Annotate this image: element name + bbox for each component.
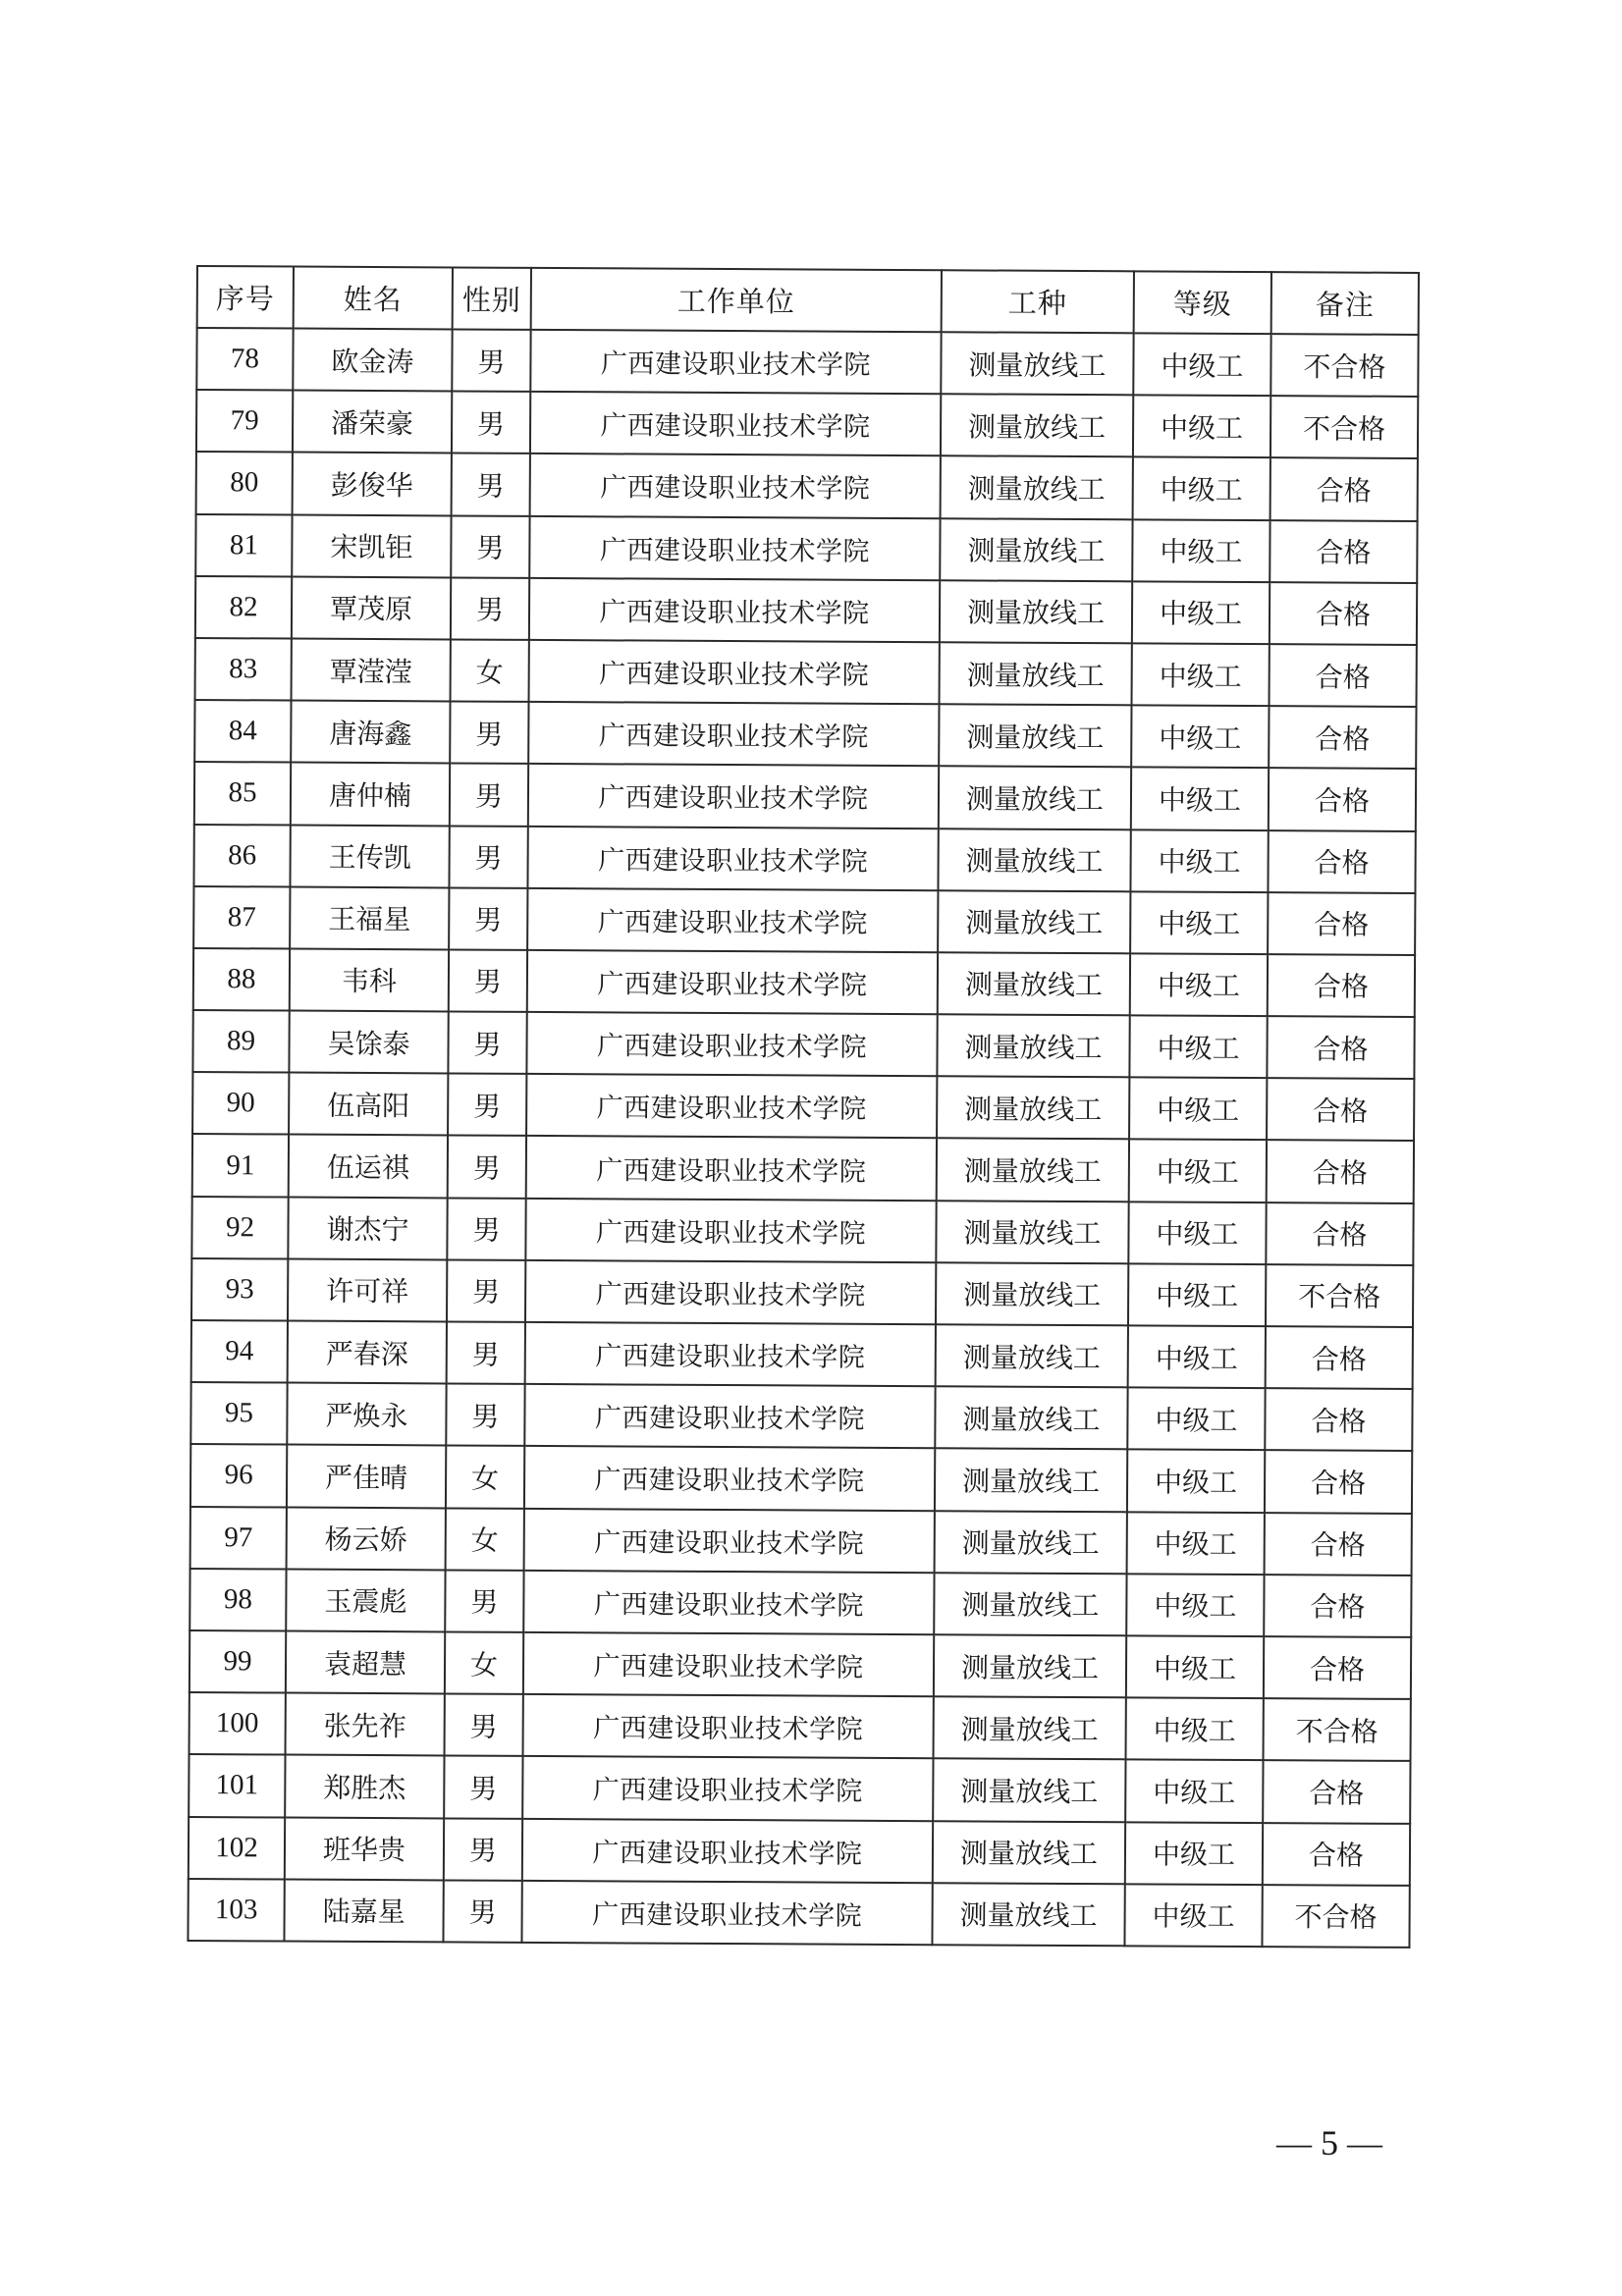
header-trade: 工种 [942, 270, 1134, 333]
cell-unit: 广西建设职业技术学院 [527, 826, 938, 890]
cell-name: 覃滢滢 [292, 638, 451, 701]
cell-remark: 合格 [1267, 1016, 1414, 1079]
cell-unit: 广西建设职业技术学院 [522, 1756, 933, 1821]
cell-gender: 男 [449, 949, 527, 1012]
cell-seq: 78 [196, 328, 293, 391]
cell-seq: 98 [189, 1569, 286, 1631]
cell-level: 中级工 [1132, 581, 1270, 644]
cell-name: 宋凯钜 [292, 514, 451, 577]
cell-level: 中级工 [1127, 1450, 1265, 1513]
cell-name: 严佳晴 [287, 1445, 446, 1508]
cell-level: 中级工 [1133, 396, 1271, 458]
cell-trade: 测量放线工 [936, 1201, 1128, 1263]
table-row [189, 1569, 1411, 1637]
cell-level: 中级工 [1126, 1574, 1264, 1636]
cell-level: 中级工 [1128, 1325, 1266, 1388]
cell-name: 班华贵 [285, 1817, 444, 1880]
table-row [194, 700, 1416, 769]
cell-seq: 101 [189, 1754, 285, 1817]
cell-level: 中级工 [1130, 953, 1268, 1016]
cell-level: 中级工 [1127, 1388, 1265, 1451]
cell-remark: 合格 [1268, 830, 1415, 893]
cell-remark: 合格 [1267, 1141, 1414, 1203]
header-gender: 性别 [453, 267, 531, 329]
cell-remark: 合格 [1265, 1513, 1412, 1575]
cell-gender: 男 [444, 1818, 522, 1881]
cell-gender: 女 [451, 639, 529, 702]
cell-level: 中级工 [1127, 1512, 1265, 1575]
cell-level: 中级工 [1130, 891, 1268, 954]
cell-trade: 测量放线工 [938, 890, 1130, 953]
cell-remark: 合格 [1270, 644, 1417, 707]
table-row [188, 1879, 1409, 1948]
header-level: 等级 [1134, 271, 1271, 334]
cell-trade: 测量放线工 [934, 1696, 1126, 1759]
cell-seq: 79 [196, 390, 293, 453]
cell-level: 中级工 [1133, 333, 1271, 396]
cell-remark: 合格 [1265, 1450, 1412, 1513]
cell-level: 中级工 [1131, 768, 1269, 830]
table-row [193, 948, 1415, 1017]
header-remark: 备注 [1271, 272, 1419, 335]
cell-seq: 100 [189, 1692, 286, 1755]
cell-trade: 测量放线工 [940, 642, 1132, 705]
cell-trade: 测量放线工 [935, 1449, 1127, 1512]
cell-unit: 广西建设职业技术学院 [524, 1384, 935, 1449]
cell-seq: 92 [191, 1197, 288, 1259]
cell-remark: 合格 [1271, 457, 1418, 520]
cell-remark: 合格 [1268, 954, 1415, 1017]
cell-trade: 测量放线工 [941, 332, 1133, 395]
cell-remark: 合格 [1267, 1078, 1414, 1141]
cell-level: 中级工 [1129, 1140, 1267, 1202]
cell-remark: 合格 [1269, 706, 1416, 769]
table-row [190, 1507, 1412, 1575]
cell-name: 伍运祺 [289, 1135, 448, 1198]
cell-level: 中级工 [1132, 643, 1270, 706]
cell-remark: 合格 [1265, 1388, 1412, 1451]
header-unit: 工作单位 [531, 268, 942, 332]
cell-unit: 广西建设职业技术学院 [523, 1571, 934, 1635]
cell-unit: 广西建设职业技术学院 [529, 578, 940, 643]
table-row [195, 576, 1417, 645]
cell-seq: 91 [192, 1134, 289, 1197]
cell-seq: 84 [194, 700, 291, 763]
cell-seq: 80 [196, 452, 293, 514]
cell-name: 玉震彪 [286, 1569, 445, 1631]
cell-remark: 合格 [1263, 1760, 1410, 1823]
cell-gender: 男 [448, 1012, 526, 1075]
cell-unit: 广西建设职业技术学院 [529, 640, 940, 705]
table-row [196, 390, 1418, 458]
cell-unit: 广西建设职业技术学院 [525, 1322, 936, 1387]
cell-gender: 男 [444, 1756, 522, 1819]
table-row [190, 1382, 1412, 1451]
table-row [196, 452, 1418, 520]
cell-gender: 男 [447, 1321, 525, 1384]
cell-gender: 男 [448, 1136, 526, 1199]
cell-unit: 广西建设职业技术学院 [528, 702, 939, 767]
cell-name: 许可祥 [288, 1258, 447, 1321]
cell-remark: 不合格 [1262, 1885, 1409, 1948]
cell-unit: 广西建设职业技术学院 [529, 515, 940, 580]
cell-remark: 不合格 [1266, 1264, 1413, 1327]
table-row [193, 824, 1415, 892]
cell-unit: 广西建设职业技术学院 [525, 1199, 936, 1263]
cell-seq: 88 [193, 948, 290, 1011]
table-row [196, 328, 1418, 397]
cell-seq: 94 [191, 1320, 288, 1383]
cell-trade: 测量放线工 [941, 394, 1133, 456]
cell-seq: 97 [190, 1507, 287, 1570]
cell-seq: 96 [190, 1444, 287, 1507]
cell-seq: 85 [194, 762, 291, 825]
cell-seq: 86 [193, 824, 290, 886]
cell-gender: 女 [445, 1631, 523, 1694]
cell-remark: 合格 [1266, 1202, 1413, 1265]
page-number: — 5 — [1276, 2123, 1382, 2163]
table-row [191, 1258, 1413, 1327]
cell-name: 王传凯 [290, 825, 449, 887]
cell-trade: 测量放线工 [938, 952, 1130, 1015]
table-header-row [197, 266, 1419, 335]
table-row [192, 1010, 1414, 1079]
cell-gender: 男 [449, 826, 527, 888]
cell-trade: 测量放线工 [936, 1262, 1128, 1325]
cell-level: 中级工 [1128, 1263, 1266, 1326]
cell-gender: 女 [446, 1446, 524, 1509]
cell-name: 严春深 [288, 1321, 447, 1384]
results-table [187, 265, 1420, 1949]
cell-name: 杨云娇 [287, 1507, 446, 1570]
cell-gender: 男 [452, 392, 530, 454]
cell-trade: 测量放线工 [934, 1573, 1126, 1635]
cell-gender: 男 [448, 1074, 526, 1137]
cell-level: 中级工 [1128, 1201, 1266, 1264]
cell-gender: 男 [451, 577, 529, 640]
cell-unit: 广西建设职业技术学院 [530, 454, 941, 518]
cell-remark: 合格 [1268, 892, 1415, 955]
table-row [189, 1754, 1410, 1823]
cell-name: 欧金涛 [293, 329, 452, 392]
cell-unit: 广西建设职业技术学院 [525, 1260, 936, 1325]
cell-unit: 广西建设职业技术学院 [526, 1136, 937, 1201]
cell-gender: 男 [447, 1198, 525, 1260]
cell-gender: 男 [445, 1694, 523, 1757]
cell-seq: 90 [192, 1072, 289, 1135]
cell-trade: 测量放线工 [932, 1883, 1124, 1946]
cell-remark: 合格 [1270, 582, 1417, 645]
cell-name: 袁超慧 [286, 1630, 445, 1693]
cell-seq: 99 [189, 1630, 286, 1693]
cell-gender: 男 [451, 515, 529, 578]
cell-unit: 广西建设职业技术学院 [522, 1818, 933, 1883]
header-seq: 序号 [197, 266, 294, 329]
table-body [188, 328, 1418, 1948]
cell-remark: 不合格 [1264, 1698, 1411, 1761]
cell-name: 潘荣豪 [293, 391, 452, 454]
cell-name: 谢杰宁 [288, 1197, 447, 1259]
table-row [191, 1320, 1413, 1389]
cell-level: 中级工 [1126, 1635, 1264, 1698]
cell-trade: 测量放线工 [935, 1511, 1127, 1574]
cell-trade: 测量放线工 [933, 1821, 1125, 1884]
table-row [189, 1816, 1410, 1885]
cell-remark: 合格 [1264, 1575, 1411, 1637]
cell-gender: 男 [452, 454, 530, 516]
cell-remark: 合格 [1270, 520, 1417, 583]
cell-name: 彭俊华 [293, 453, 452, 515]
cell-remark: 不合格 [1271, 396, 1418, 458]
cell-gender: 男 [449, 887, 527, 950]
table-row [189, 1692, 1411, 1761]
cell-seq: 87 [193, 886, 290, 949]
cell-gender: 男 [450, 764, 528, 827]
cell-level: 中级工 [1125, 1760, 1263, 1823]
cell-remark: 合格 [1263, 1823, 1410, 1886]
cell-unit: 广西建设职业技术学院 [524, 1446, 935, 1511]
cell-level: 中级工 [1131, 705, 1269, 768]
table-row [189, 1630, 1411, 1699]
cell-gender: 男 [452, 329, 530, 392]
cell-unit: 广西建设职业技术学院 [530, 392, 941, 456]
cell-unit: 广西建设职业技术学院 [527, 888, 938, 953]
cell-gender: 男 [450, 702, 528, 765]
cell-trade: 测量放线工 [937, 1139, 1129, 1201]
cell-gender: 男 [447, 1259, 525, 1322]
table-row [195, 514, 1417, 583]
cell-level: 中级工 [1132, 519, 1270, 582]
cell-unit: 广西建设职业技术学院 [528, 764, 939, 828]
cell-seq: 103 [188, 1879, 284, 1942]
cell-unit: 广西建设职业技术学院 [521, 1881, 932, 1946]
cell-gender: 男 [445, 1570, 523, 1632]
cell-trade: 测量放线工 [940, 518, 1132, 581]
cell-remark: 不合格 [1271, 334, 1418, 397]
cell-trade: 测量放线工 [939, 704, 1131, 767]
cell-level: 中级工 [1126, 1697, 1264, 1760]
cell-level: 中级工 [1130, 829, 1268, 892]
cell-seq: 95 [190, 1382, 287, 1445]
cell-level: 中级工 [1133, 457, 1271, 520]
cell-remark: 合格 [1266, 1326, 1413, 1389]
cell-level: 中级工 [1124, 1884, 1262, 1947]
table-row [192, 1072, 1414, 1141]
cell-seq: 89 [192, 1010, 289, 1073]
cell-name: 郑胜杰 [285, 1755, 444, 1818]
cell-name: 韦科 [290, 948, 449, 1011]
cell-unit: 广西建设职业技术学院 [526, 1074, 937, 1139]
cell-gender: 女 [446, 1508, 524, 1571]
header-name: 姓名 [294, 267, 453, 330]
cell-name: 张先祚 [286, 1693, 445, 1756]
cell-trade: 测量放线工 [933, 1759, 1125, 1822]
cell-level: 中级工 [1129, 1078, 1267, 1141]
cell-trade: 测量放线工 [938, 828, 1130, 891]
cell-unit: 广西建设职业技术学院 [523, 1632, 934, 1697]
cell-name: 唐海鑫 [291, 701, 450, 764]
cell-name: 吴馀泰 [289, 1011, 448, 1074]
table-row [195, 638, 1417, 707]
cell-unit: 广西建设职业技术学院 [524, 1508, 935, 1573]
cell-remark: 合格 [1269, 768, 1416, 830]
cell-name: 陆嘉星 [284, 1879, 443, 1942]
table-row [193, 886, 1415, 955]
cell-seq: 81 [195, 514, 292, 577]
cell-gender: 男 [443, 1880, 521, 1943]
cell-name: 覃茂原 [292, 576, 451, 639]
cell-unit: 广西建设职业技术学院 [530, 330, 941, 395]
table-row [190, 1444, 1412, 1513]
cell-name: 伍高阳 [289, 1073, 448, 1136]
cell-name: 王福星 [290, 886, 449, 949]
cell-trade: 测量放线工 [939, 767, 1131, 829]
cell-level: 中级工 [1129, 1015, 1267, 1078]
cell-seq: 102 [189, 1816, 285, 1879]
table-row [194, 762, 1416, 830]
cell-trade: 测量放线工 [934, 1634, 1126, 1697]
cell-trade: 测量放线工 [937, 1076, 1129, 1139]
cell-trade: 测量放线工 [936, 1324, 1128, 1387]
cell-seq: 93 [191, 1258, 288, 1321]
cell-trade: 测量放线工 [937, 1014, 1129, 1077]
cell-remark: 合格 [1264, 1636, 1411, 1699]
cell-trade: 测量放线工 [935, 1386, 1127, 1449]
cell-name: 严焕永 [287, 1383, 446, 1446]
table-row [191, 1197, 1413, 1265]
cell-gender: 男 [446, 1384, 524, 1447]
cell-unit: 广西建设职业技术学院 [523, 1694, 934, 1759]
cell-seq: 82 [195, 576, 292, 639]
cell-seq: 83 [195, 638, 292, 701]
table-row [192, 1134, 1414, 1202]
cell-trade: 测量放线工 [940, 580, 1132, 643]
cell-unit: 广西建设职业技术学院 [526, 1012, 937, 1077]
cell-level: 中级工 [1125, 1822, 1263, 1885]
cell-unit: 广西建设职业技术学院 [527, 950, 938, 1015]
cell-name: 唐仲楠 [291, 763, 450, 826]
cell-trade: 测量放线工 [941, 456, 1133, 519]
